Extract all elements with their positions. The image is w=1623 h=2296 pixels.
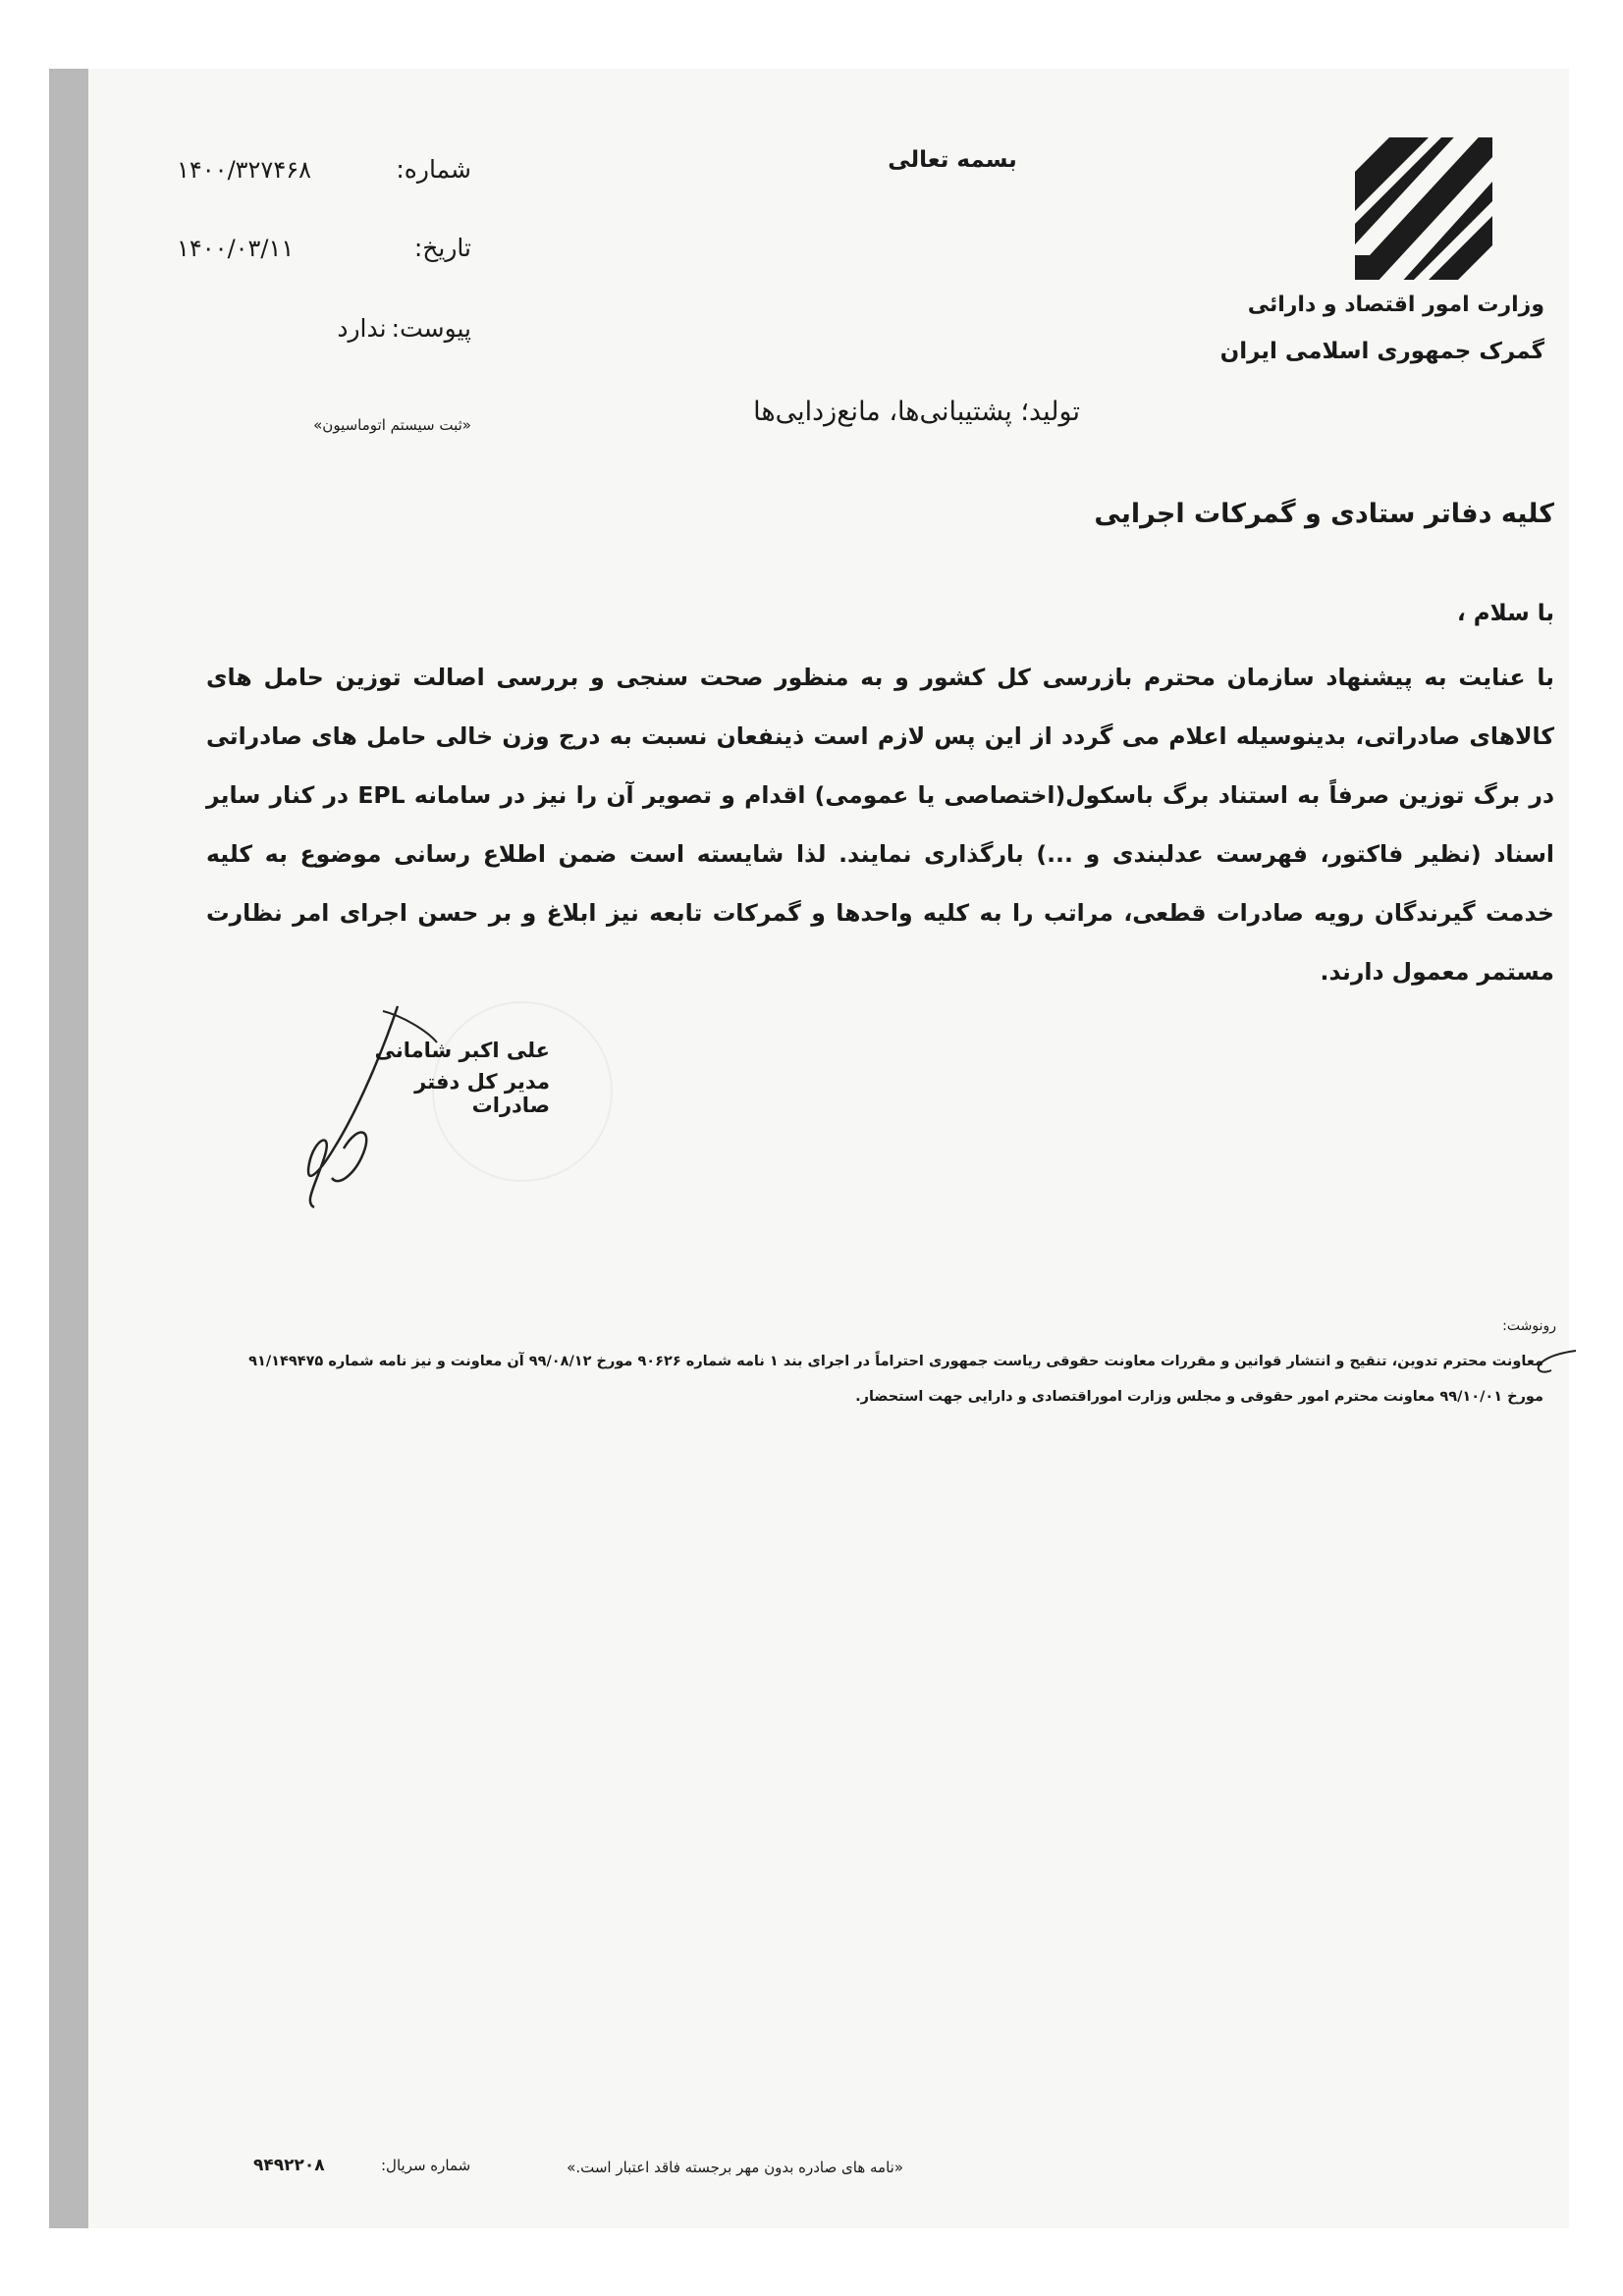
greeting-line: با سلام ، <box>1457 601 1554 626</box>
letter-date-value: ۱۴۰۰/۰۳/۱۱ <box>177 235 295 262</box>
ministry-name: وزارت امور اقتصاد و دارائی <box>1247 293 1544 317</box>
validity-note: «نامه های صادره بدون مهر برجسته فاقد اعتبار است.» <box>567 2159 903 2176</box>
recipient-line: کلیه دفاتر ستادی و گمرکات اجرایی <box>1094 499 1554 529</box>
letter-subject: تولید؛ پشتیبانی‌ها، مانع‌زدایی‌ها <box>753 397 1080 427</box>
letter-number-label: شماره: <box>396 155 471 184</box>
automation-system-note: «ثبت سیستم اتوماسیون» <box>313 416 471 434</box>
attachment-value: ندارد <box>337 314 387 343</box>
signatory-title: مدیر کل دفتر صادرات <box>414 1070 550 1117</box>
letter-date-row <box>177 234 471 262</box>
customs-logo-icon <box>1355 137 1492 280</box>
attachment-row <box>177 314 471 343</box>
scan-edge-shadow <box>49 69 88 2228</box>
attachment-label: پیوست: <box>391 314 471 343</box>
invocation-heading: بسمه تعالی <box>888 147 1017 173</box>
letter-number-value: ۱۴۰۰/۳۲۷۴۶۸ <box>177 156 311 184</box>
serial-number-value: ۹۴۹۲۲۰۸ <box>253 2156 325 2175</box>
cc-recipient-line-2: مورخ ۹۹/۱۰/۰۱ معاونت محترم امور حقوقی و مجلس وزارت اموراقتصادی و دارایی جهت استحضار. <box>855 1389 1543 1405</box>
letter-date-label: تاریخ: <box>413 234 471 262</box>
organization-name: گمرک جمهوری اسلامی ایران <box>1219 339 1544 364</box>
serial-number-label: شماره سریال: <box>381 2157 471 2174</box>
cc-recipient-line-1: معاونت محترم تدوین، تنقیح و انتشار قوانین و مقررات معاونت حقوقی ریاست جمهوری احتراماً در اجرای بند ۱ نامه شماره ۹۰۶۲۶ مورخ ۹۹/۰۸/۱۲ آن معاونت و نیز نامه شماره ۹۱/۱۴۹۴۷۵ <box>248 1354 1543 1369</box>
letter-number-row <box>177 155 471 184</box>
signatory-name: علی اکبر شامانی <box>374 1039 550 1062</box>
cc-label: رونوشت: <box>1502 1318 1556 1334</box>
letter-body: با عنایت به پیشنهاد سازمان محترم بازرسی کل کشور و به منظور صحت سنجی و بررسی اصالت توزین حامل های کالاهای صادراتی، بدینوسیله اعلام می گردد از این پس لازم است ذینفعان نسبت به درج وزن خالی حامل های صادراتی در برگ توزین صرفاً به استناد برگ باسکول(اختصاصی یا عمومی) اقدام و تصویر آن را نیز در سامانه EPL در کنار سایر اسناد (نظیر فاکتور، فهرست عدلبندی و ...) بارگذاری نمایند. لذا شایسته است ضمن اطلاع رسانی موضوع به کلیه خدمت گیرندگان رویه صادرات قطعی، مراتب را به کلیه واحدها و گمرکات تابعه نیز ابلاغ و بر حسن اجرای امر نظارت مستمر معمول دارند. <box>206 664 1555 986</box>
